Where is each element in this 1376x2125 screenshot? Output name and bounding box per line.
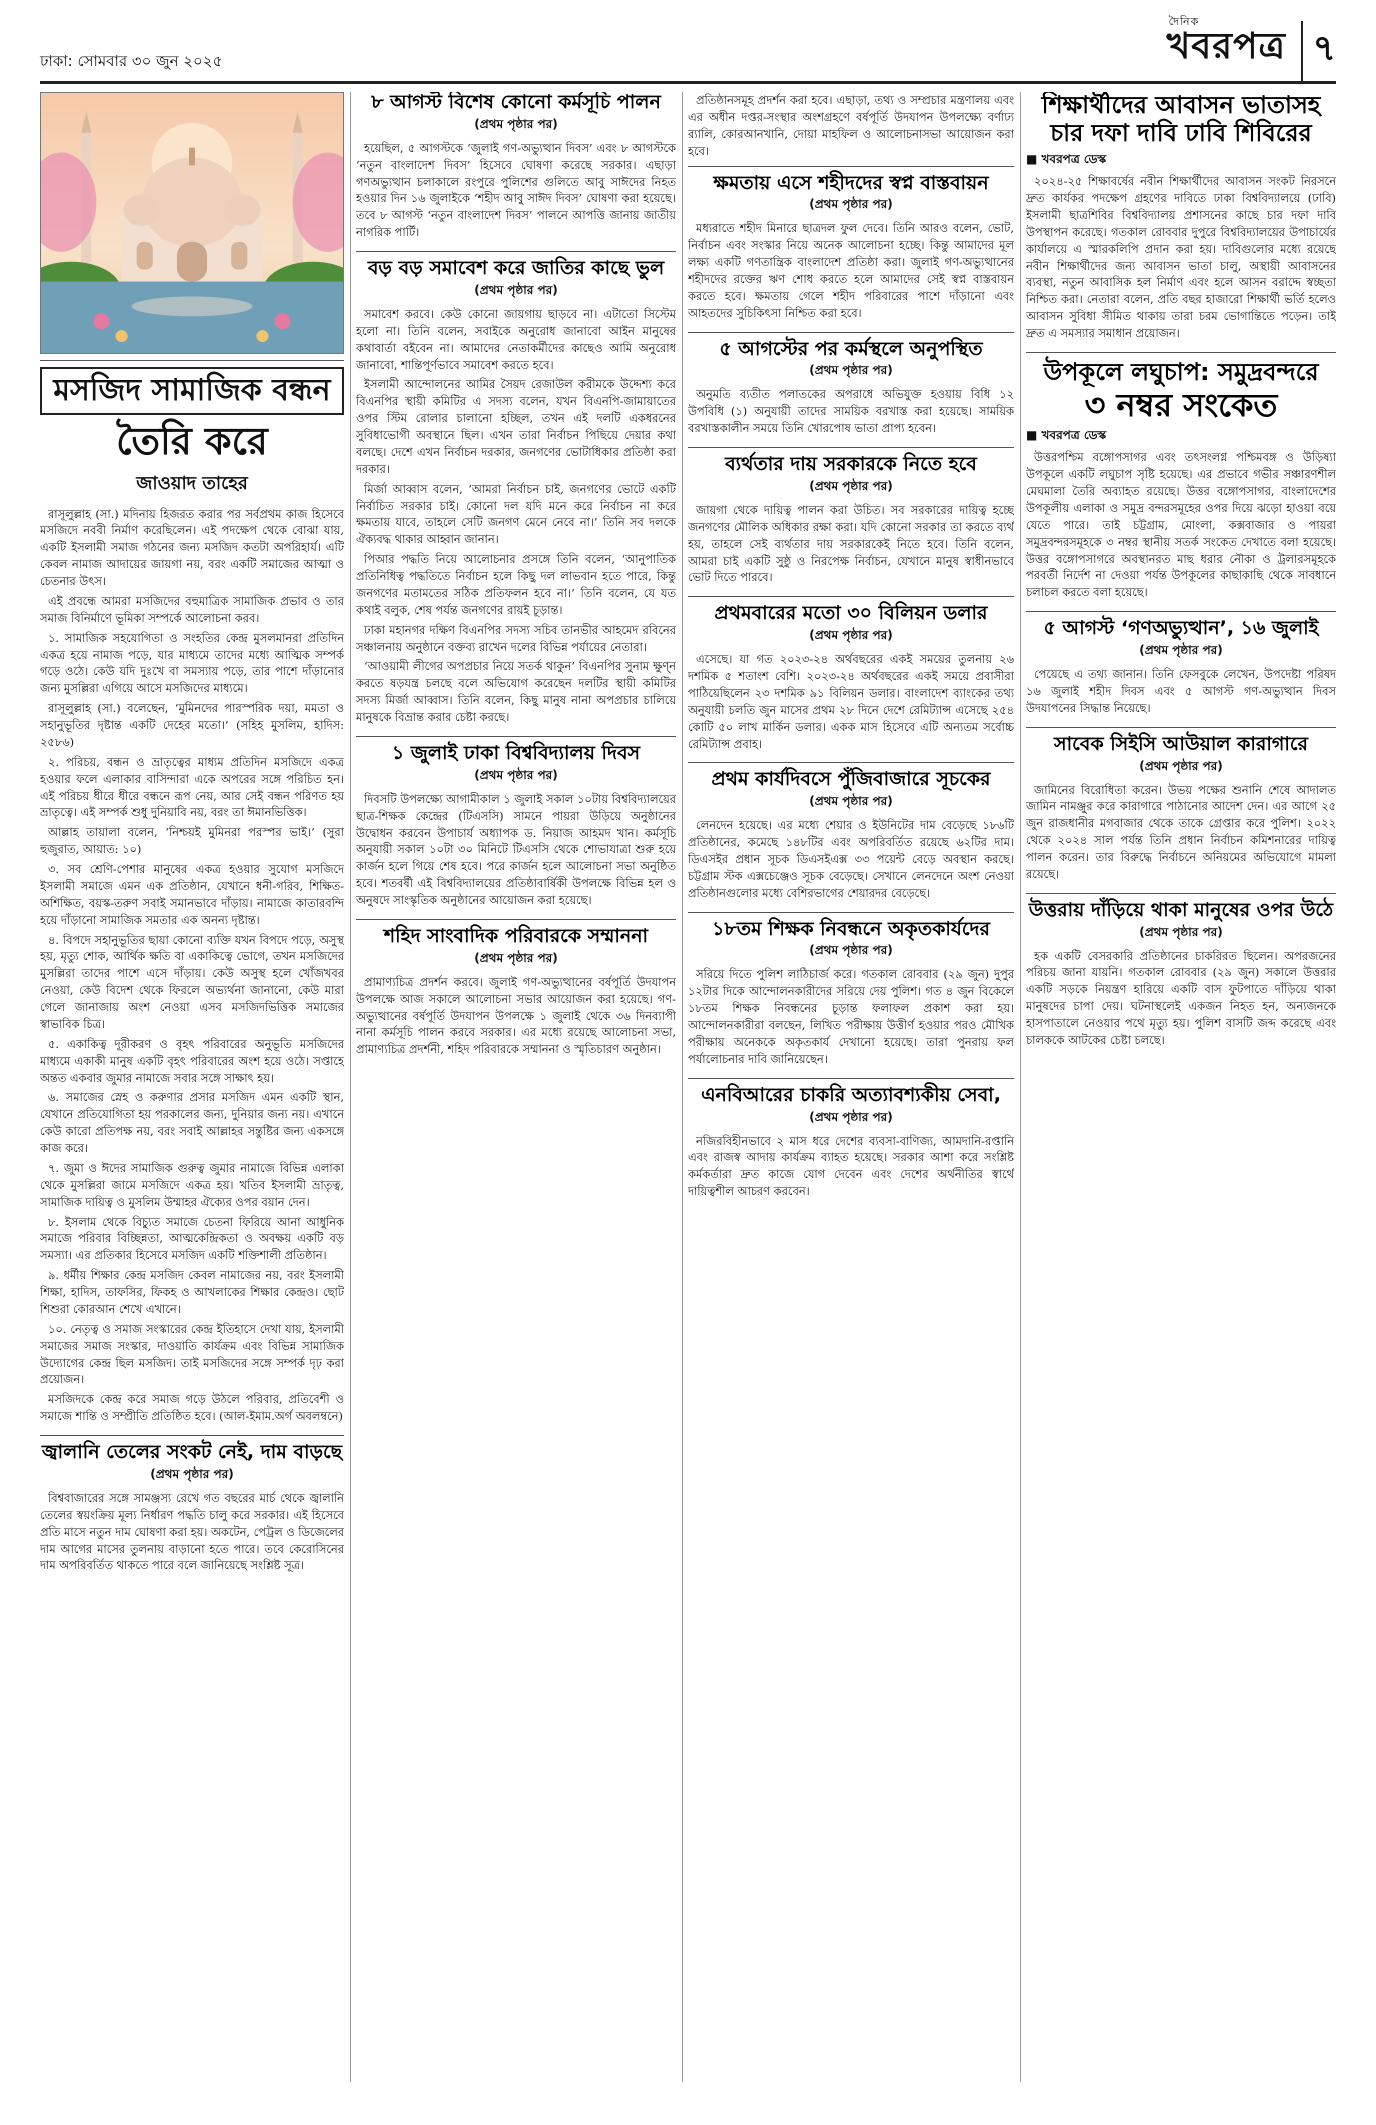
paragraph: নজিরবিহীনভাবে ২ মাস ধরে দেশের ব্যবসা-বাণিজ্য, আমদানি-রপ্তানি এবং রাজস্ব আদায় কার্যক্রম ব্যাহত হয়েছে। সরকার আশা করে সংশ্লিষ্ট কর্মকর্তারা দ্রুত কাজে যোগ দেবেন এবং দেশের অর্থনীতির স্বার্থে দায়িত্বশীল আচরণ করবেন।	[688, 1133, 1014, 1199]
paragraph: প্রামাণ্যচিত্র প্রদর্শন করবে। জুলাই গণ-অভ্যুত্থানের বর্ষপূর্তি উদযাপন উপলক্ষে আজ সকালে আলোচনা সভার আয়োজন করা হয়েছে। গণ-অভ্যুত্থানের বর্ষপূর্তি উদযাপন উপলক্ষে ১ জুলাই থেকে ৩৬ দিনব্যাপী নানা কর্মসূচি পালন করবে সরকার। এর মধ্যে রয়েছে আলোচনা সভা, প্রামাণ্যচিত্র প্রদর্শনী, শহিদ পরিবারকে সম্মাননা ও স্মৃতিচারণ অনুষ্ঠান।	[356, 974, 676, 1057]
article-uttara	[1026, 900, 1336, 1049]
article-body	[1026, 666, 1336, 717]
article-body	[1026, 782, 1336, 883]
paragraph: আল্লাহ তায়ালা বলেন, ‘নিশ্চয়ই মুমিনরা পরস্পর ভাই।’ (সুরা হুজুরাত, আয়াত: ১০)	[40, 825, 344, 857]
page-number: ৭	[1301, 21, 1336, 81]
paragraph: ইসলামী আন্দোলনের আমির সৈয়দ রেজাউল করীমকে উদ্দেশ্য করে বিএনপির স্থায়ী কমিটির এ সদস্য বলেন, যখন বিএনপি-জামায়াতের ওপর স্টিম রোলার চালানো হচ্ছিল, তখন এই দলটি একধরনের সুবিধাভোগী অবস্থানে ছিল। এখন তারা নির্বাচন পিছিয়ে দেয়ার কথা বলছে। দেশে এখন নির্বাচন দরকার, জনগণের ভোটাধিকার প্রতিষ্ঠা করা দরকার।	[356, 377, 676, 476]
mosque-image	[41, 93, 343, 353]
article-body	[1026, 173, 1336, 342]
continued-label: (প্রথম পৃষ্ঠার পর)	[474, 767, 558, 782]
continued-label: (প্রথম পৃষ্ঠার পর)	[474, 950, 558, 965]
article-nbr	[688, 1085, 1014, 1200]
paragraph: জায়গা থেকে দায়িত্ব পালন করা উচিত। সব সরকারের দায়িত্ব হচ্ছে জনগণের মৌলিক অধিকার রক্ষা করা। যদি কোনো সরকার তা করতে ব্যর্থ হয়, তাহলে সেই ব্যর্থতার দায় সরকারকেই নিতে হবে। তিনি বলেন, আমরা চাই একটি সুষ্ঠু ও নিরপেক্ষ নির্বাচন, যেখানে মানুষ স্বাধীনভাবে ভোট দিতে পারবে।	[688, 502, 1014, 585]
paragraph: ১০. নেতৃত্ব ও সমাজ সংস্কারের কেন্দ্র ইতিহাসে দেখা যায়, ইসলামী সমাজের সমাজ সংস্কার, দাওয়াতি কার্যক্রম এবং বিভিন্ন সামাজিক উদ্যোগের কেন্দ্র ছিল মসজিদ। তাই মসজিদের সঙ্গে সম্পর্ক দৃঢ় করা প্রয়োজন।	[40, 1321, 344, 1387]
article-body	[1026, 948, 1336, 1049]
article-headline: জ্বালানি তেলের সংকট নেই, দাম বাড়ছে	[41, 1441, 343, 1464]
paragraph: হয়েছিল, ৫ আগস্টকে ‘জুলাই গণ-অভ্যুত্থান দিবস’ এবং ৮ আগস্টকে ‘নতুন বাংলাদেশ দিবস’ হিসেবে ঘোষণা করেছে সরকার। এছাড়া গণঅভ্যুত্থান চলাকালে রংপুরে পুলিশের গুলিতে আবু সাঈদের নিহত হওয়ার দিন ১৬ জুলাইকে ‘শহীদ আবু সাঈদ দিবস’ ঘোষণা করা হয়েছে। তবে ৮ আগস্ট ‘নতুন বাংলাদেশ দিবস’ পালনে আপত্তি জানায় জাতীয় নাগরিক পার্টি।	[356, 140, 676, 240]
desk-credit: ■ খবরপত্র ডেস্ক	[1026, 428, 1107, 443]
paragraph: মির্জা আব্বাস বলেন, ‘আমরা নির্বাচন চাই, জনগণের ভোটে একটি নির্বাচিত সরকার চাই। কোনো দল যদি মনে করে নির্বাচন না করে ক্ষমতায় যাবে, তাহলে সেটি জনগণ মেনে নেবে না।’ তিনি সব দলকে ঐক্যবদ্ধ থাকার আহ্বান জানান।	[356, 481, 676, 547]
paragraph: লেনদেন হয়েছে। এর মধ্যে শেয়ার ও ইউনিটের দাম বেড়েছে ১৮৬টি প্রতিষ্ঠানের, কমেছে ১৪৮টির এবং অপরিবর্তিত রয়েছে ৬২টির দাম। ডিএসইর প্রধান সূচক ডিএসইএক্স ৩৩ পয়েন্ট বেড়ে অবস্থান করছে। চট্টগ্রাম স্টক এক্সচেঞ্জেও সূচক বেড়েছে। সেখানে লেনদেনে অংশ নেওয়া প্রতিষ্ঠানগুলোর মধ্যে বেশিরভাগের শেয়ারদর বেড়েছে।	[688, 818, 1014, 900]
paragraph: এই প্রবন্ধে আমরা মসজিদের বহুমাত্রিক সামাজিক প্রভাব ও তার সমাজ বিনির্মাণে ভূমিকা সম্পর্কে আলোচনা করব।	[40, 593, 344, 625]
paragraph: সমাবেশ করবে। কেউ কোনো জায়গায় ছাড়বে না। এটাতো সিস্টেম হলো না। তিনি বলেন, সবাইকে অনুরোধ জানাবো আইন মানুষের কথাবার্তা বইবেন না। আমাদের নেতাকর্মীদের কাছেও আমি অনুরোধ জানাবো, শান্তিপূর্ণভাবে সমাবেশ করতে হবে।	[356, 306, 676, 372]
article-body	[356, 791, 676, 909]
paragraph: সরিয়ে দিতে পুলিশ লাঠিচার্জ করে। গতকাল রোববার (২৯ জুন) দুপুর ১২টার দিকে আন্দোলনকারীদের সরিয়ে দেয় পুলিশ। গত ৪ জুন বিকেলে ১৮তম শিক্ষক নিবন্ধনের চূড়ান্ত ফলাফল প্রকাশ করা হয়। আন্দোলনকারীরা বলছেন, লিখিত পরীক্ষায় উত্তীর্ণ হওয়ার পরও মৌখিক পরীক্ষায় অনেককে অকৃতকার্য দেখানো হয়েছে। তারা পুনরায় ফল পর্যালোচনার দাবি জানিয়েছেন।	[688, 967, 1014, 1066]
masthead-small: দৈনিক	[1168, 15, 1200, 28]
column-4	[1026, 92, 1336, 2082]
article-body	[688, 92, 1014, 160]
paragraph: প্রতিষ্ঠানসমূহ প্রদর্শন করা হবে। এছাড়া, তথ্য ও সম্প্রচার মন্ত্রণালয় এবং এর অধীন দপ্তর-সংস্থার অংশগ্রহণে বর্ষপূর্তি উদযাপন উপলক্ষ্যে বর্ণাঢ্য র‍্যালি, কোরআনখানি, দোয়া মাহফিল ও আলোচনাসভা আয়োজন করা হবে।	[688, 93, 1014, 158]
desk-credit: ■ খবরপত্র ডেস্ক	[1026, 152, 1107, 167]
article-body	[688, 966, 1014, 1067]
article-absent	[688, 339, 1014, 437]
article-body	[356, 974, 676, 1058]
paragraph: মধ্যরাতে শহীদ মিনারে ছাত্রদল ফুল দেবে। তিনি আরও বলেন, ভোট, নির্বাচন এবং সংস্কার নিয়ে অনেক আলোচনা হচ্ছে। কিন্তু আমাদের মূল লক্ষ্য একটি গণতান্ত্রিক বাংলাদেশ প্রতিষ্ঠা করা। জুলাই গণ-অভ্যুত্থানের শহীদদের রক্তের ঋণ শোধ করতে হলে আমাদের সেই স্বপ্ন বাস্তবায়ন করতে হবে। ক্ষমতায় গেলে শহীদ পরিবারের পাশে দাঁড়ানো এবং আহতদের সুচিকিৎসা নিশ্চিত করা হবে।	[688, 221, 1014, 320]
paragraph: ৫. একাকিত্ব দূরীকরণ ও বৃহৎ পরিবারের অনুভূতি মসজিদের মাধ্যমে একাকী মানুষ একটি বৃহৎ পরিবারের অংশ হয়ে ওঠে। সপ্তাহে অন্তত একবার জুমার নামাজে সবার সঙ্গে সাক্ষাৎ হয়।	[40, 1036, 344, 1085]
paragraph: রাসূলুল্লাহ (সা.) মদিনায় হিজরত করার পর সর্বপ্রথম কাজ হিসেবে মসজিদে নববী নির্মাণ করেছিলেন। এই পদক্ষেপ থেকে বোঝা যায়, একটি ইসলামী সমাজ গঠনের জন্য মসজিদ কতটা অপরিহার্য। এটি কেবল নামাজ আদায়ের জায়গা নয়, বরং একটি সমাজের আত্মা ও চেতনার উৎস।	[40, 506, 344, 589]
article-rally	[356, 258, 676, 726]
author-byline: জাওয়াদ তাহের	[136, 472, 248, 494]
article-headline: এনবিআরের চাকরি অত্যাবশ্যকীয় সেবা,	[701, 1083, 1001, 1106]
paragraph: জামিনের বিরোধিতা করেন। উভয় পক্ষের শুনানি শেষে আদালত জামিন নামঞ্জুর করে কারাগারে পাঠানোর আদেশ দেন। এর আগে ২৫ জুন রাজধানীর মগবাজার থেকে তাকে গ্রেপ্তার করে পুলিশ। ২০২২ থেকে ২০২৪ সাল পর্যন্ত তিনি প্রধান নির্বাচন কমিশনারের দায়িত্ব পালন করেন। তার বিরুদ্ধে নির্বাচনে অনিয়মের অভিযোগে মামলা রয়েছে।	[1026, 782, 1336, 881]
article-fuel	[40, 1442, 344, 1574]
article-body	[688, 502, 1014, 586]
page-header	[40, 15, 1336, 84]
article-mosque	[40, 367, 344, 1425]
continued-label: (প্রথম পৃষ্ঠার পর)	[809, 943, 893, 958]
paragraph: পিআর পদ্ধতি নিয়ে আলোচনার প্রসঙ্গে তিনি বলেন, ‘আনুপাতিক প্রতিনিধিত্ব পদ্ধতিতে নির্বাচন হলে কিছু দল লাভবান হতে পারে, কিন্তু জনগণের মতামতের সঠিক প্রতিফলন হবে না।’ তিনি বলেন, যে যত কথাই বলুক, শেষ পর্যন্ত জনগণের রায়ই চূড়ান্ত।	[356, 552, 676, 617]
continued-label: (প্রথম পৃষ্ঠার পর)	[474, 116, 558, 131]
article-low-pressure	[1026, 359, 1336, 601]
article-headline: উত্তরায় দাঁড়িয়ে থাকা মানুষের ওপর উঠে	[1028, 898, 1334, 921]
masthead-logo	[1166, 15, 1286, 79]
article-body	[688, 651, 1014, 752]
article-body	[688, 1133, 1014, 1201]
article-headline: ১ জুলাই ঢাকা বিশ্ববিদ্যালয় দিবস	[391, 741, 641, 764]
continued-label: (প্রথম পৃষ্ঠার পর)	[809, 628, 893, 643]
continued-label: (প্রথম পৃষ্ঠার পর)	[809, 1109, 893, 1124]
paragraph: ২. পরিচয়, বন্ধন ও ভ্রাতৃত্বের মাধ্যম প্রতিদিন মসজিদে একত্র হওয়ার ফলে এলাকার বাসিন্দারা একে অপরের সঙ্গে পরিচিত হন। এই পরিচয় ধীরে ধীরে বন্ধনে রূপ নেয়, আর সেই বন্ধন পরিণত হয় ভ্রাতৃত্বে। এই সম্পর্ক শুধু দুনিয়াবি নয়, বরং তা ঈমানভিত্তিক।	[40, 754, 344, 820]
paragraph: বিশ্ববাজারের সঙ্গে সামঞ্জস্য রেখে গত বছরের মার্চ থেকে জ্বালানি তেলের স্বয়ংক্রিয় মূল্য নির্ধারণ পদ্ধতি চালু করে সরকার। এই হিসেবে প্রতি মাসে নতুন দাম ঘোষণা করা হয়। অকটেন, পেট্রল ও ডিজেলের দাম আগের মাসের তুলনায় বাড়ানো হতে পারে। তবে কেরোসিনের দাম অপরিবর্তিত থাকতে পারে বলে জানিয়েছে সংশ্লিষ্ট সূত্র।	[40, 1490, 344, 1573]
article-headline	[40, 367, 344, 465]
article-failure	[688, 454, 1014, 586]
article-du-day	[356, 743, 676, 909]
continued-label: (প্রথম পৃষ্ঠার পর)	[809, 363, 893, 378]
article-body	[688, 220, 1014, 321]
article-body	[356, 306, 676, 726]
article-headline: উপকূলে লঘুচাপ: সমুদ্রবন্দরে	[1043, 357, 1319, 386]
masthead-title: খবরপত্র	[1166, 26, 1286, 67]
article-headline: ১৮তম শিক্ষক নিবন্ধনে অকৃতকার্যদের	[712, 917, 990, 940]
article-stock	[688, 769, 1014, 901]
paragraph: ৪. বিপদে সহানুভূতির ছায়া কোনো ব্যক্তি যখন বিপদে পড়ে, অসুস্থ হয়, মৃত্যু শোক, আর্থিক ক্ষতি বা একাকিত্বে ভোগে, তখন মসজিদের মুসল্লিরা তাদের পাশে এসে দাঁড়ায়। কেউ অসুস্থ হলে খোঁজখবর নেওয়া, কেউ বিদেশ থেকে ফিরলে অভ্যর্থনা জানানো, কেউ মারা গেলে জানাজায় অংশ নেওয়া এসব মসজিদভিত্তিক সমাজের স্বাভাবিক চিত্র।	[40, 932, 344, 1031]
article-headline: বড় বড় সমাবেশ করে জাতির কাছে ভুল	[367, 257, 665, 280]
column-divider	[682, 92, 683, 2082]
paragraph: উত্তরপশ্চিম বঙ্গোপসাগর এবং তৎসংলগ্ন পশ্চিমবঙ্গ ও উড়িষ্যা উপকূলে একটি লঘুচাপ সৃষ্টি হয়েছে। এর প্রভাবে গভীর সঞ্চারণশীল মেঘমালা তৈরি অব্যাহত রয়েছে। উত্তর বঙ্গোপসাগর, বাংলাদেশের উপকূলীয় এলাকা ও সমুদ্র বন্দরসমূহের ওপর দিয়ে ঝড়ো হাওয়া বয়ে যেতে পারে। তাই চট্টগ্রাম, মোংলা, কক্সবাজার ও পায়রা সমুদ্রবন্দরসমূহকে ৩ নম্বর স্থানীয় সতর্ক সংকেত দেখাতে বলা হয়েছে। উত্তর বঙ্গোপসাগরে অবস্থানরত মাছ ধরার নৌকা ও ট্রলারসমূহকে পরবর্তী নির্দেশ না দেওয়া পর্যন্ত উপকূলের কাছাকাছি থেকে সাবধানে চলাচল করতে বলা হয়েছে।	[1026, 450, 1336, 600]
headline-line: তৈরি করে	[116, 419, 268, 463]
article-journalist-honor	[356, 926, 676, 1058]
article-body	[40, 1490, 344, 1574]
article-aug8	[356, 92, 676, 241]
article-martyrs-dream	[688, 173, 1014, 322]
paragraph: হক একটি বেসরকারি প্রতিষ্ঠানের চাকরিরত ছিলেন। অপরজনের পরিচয় জানা যায়নি। গতকাল রোববার (২৯ জুন) সকালে উত্তরার একটি সড়কে নিয়ন্ত্রণ হারিয়ে একটি বাস ফুটপাতে দাঁড়িয়ে থাকা মানুষদের চাপা দেয়। ঘটনাস্থলেই একজন নিহত হন, অন্যজনকে হাসপাতালে নেওয়ার পথে মৃত্যু হয়। পুলিশ বাসটি জব্দ করেছে এবং চালককে আটকের চেষ্টা চলছে।	[1026, 948, 1336, 1047]
article-body	[40, 506, 344, 1426]
issue-date: ঢাকা: সোমবার ৩০ জুন ২০২৫	[40, 52, 223, 70]
continued-label: (প্রথম পৃষ্ঠার পর)	[809, 197, 893, 212]
article-body	[356, 140, 676, 241]
continued-label: (প্রথম পৃষ্ঠার পর)	[1139, 758, 1223, 773]
headline-line: মসজিদ সামাজিক বন্ধন	[40, 367, 344, 415]
article-body	[688, 386, 1014, 437]
paragraph: এসেছে। যা গত ২০২৩-২৪ অর্থবছরের একই সময়ের তুলনায় ২৬ দশমিক ৫ শতাংশ বেশি। ২০২৩-২৪ অর্থবছরের একই সময়ে প্রবাসীরা পাঠিয়েছিলেন ২৩ দশমিক ৯১ বিলিয়ন ডলার। বাংলাদেশ ব্যাংকের তথ্য অনুযায়ী চলতি জুন মাসের প্রথম ২৮ দিনে দেশে রেমিট্যান্স এসেছে ২৫৪ কোটি ৫০ লাখ মার্কিন ডলার। একক মাস হিসেবে এটি অন্যতম সর্বোচ্চ রেমিট্যান্স প্রবাহ।	[688, 652, 1014, 751]
paragraph: ৩. সব শ্রেণি-পেশার মানুষের একত্র হওয়ার সুযোগ মসজিদে ইসলামী সমাজে এমন এক প্রতিষ্ঠান, যেখানে ধনী-গরিব, শিক্ষিত-অশিক্ষিত, বয়স্ক-তরুণ সবাই সমানভাবে দাঁড়ায়। নামাজে কাতারবন্দি হয়ে দাঁড়ানো সামাজিক সমতার এক অনন্য দৃষ্টান্ত।	[40, 862, 344, 927]
article-headline: শহিদ সাংবাদিক পরিবারকে সম্মাননা	[383, 924, 649, 947]
paragraph: ১. সামাজিক সহযোগিতা ও সংহতির কেন্দ্র মুসলমানরা প্রতিদিন একত্র হয়ে নামাজ পড়ে, যার মাধ্যমে তাদের মধ্যে আত্মিক সম্পর্ক গড়ে ওঠে। কেউ যদি দুঃখে বা সমস্যায় পড়ে, তার পাশে দাঁড়ানোর জন্য মুসল্লিরা এগিয়ে আসে মসজিদের মাধ্যমে।	[40, 630, 344, 696]
paragraph: মসজিদকে কেন্দ্র করে সমাজ গড়ে উঠলে পরিবার, প্রতিবেশী ও সমাজে শান্তি ও সম্প্রীতি প্রতিষ্ঠিত হবে। (আল-ইমাম.অর্গ অবলম্বনে)	[40, 1392, 344, 1424]
paragraph: দিবসটি উপলক্ষ্যে আগামীকাল ১ জুলাই সকাল ১০টায় বিশ্ববিদ্যালয়ের ছাত্র-শিক্ষক কেন্দ্রের (টিএসসি) সামনে পায়রা উড়িয়ে অনুষ্ঠানের উদ্বোধন করবেন উপাচার্য অধ্যাপক ড. নিয়াজ আহমদ খান। কর্মসূচি অনুযায়ী সকাল ১০টা ৩০ মিনিটে টিএসসি থেকে শোভাযাত্রা শুরু হয়ে কার্জন হলে গিয়ে শেষ হবে। পরে কার্জন হলে আলোচনা সভা অনুষ্ঠিত হবে। শতবর্ষী এই বিশ্ববিদ্যালয়ের প্রতিষ্ঠাবার্ষিকী উপলক্ষে বিভিন্ন হল ও অনুষদে সাংস্কৃতিক অনুষ্ঠানের আয়োজন করা হয়েছে।	[356, 791, 676, 908]
article-body	[1026, 449, 1336, 601]
continued-label: (প্রথম পৃষ্ঠার পর)	[809, 794, 893, 809]
article-headline: ৮ আগস্ট বিশেষ কোনো কর্মসূচি পালন	[371, 92, 661, 113]
paragraph: ৯. ধর্মীয় শিক্ষার কেন্দ্র মসজিদ কেবল নামাজের নয়, বরং ইসলামী শিক্ষা, হাদিস, তাফসির, ফিকহ ও আখলাকের শিক্ষার কেন্দ্রও। ছোট শিশুরা কোরআন শেখে এখানে।	[40, 1268, 344, 1316]
column-divider	[1020, 92, 1021, 2082]
continued-label: (প্রথম পৃষ্ঠার পর)	[1139, 643, 1223, 658]
paragraph: ঢাকা মহানগর দক্ষিণ বিএনপির সদস্য সচিব তানভীর আহমেদ রবিনের সঞ্চালনায় অনুষ্ঠানে বক্তব্য রাখেন দলের বিভিন্ন পর্যায়ের নেতারা।	[356, 622, 676, 654]
article-headline: ব্যর্থতার দায় সরকারকে নিতে হবে	[725, 453, 977, 476]
article-shibir-demands	[1026, 92, 1336, 342]
column-2	[356, 92, 676, 2082]
article-remittance	[688, 603, 1014, 752]
continued-label: (প্রথম পৃষ্ঠার পর)	[1139, 924, 1223, 939]
article-aug5	[1026, 618, 1336, 716]
paragraph: রাসূলুল্লাহ (সা.) বলেছেন, ‘মুমিনদের পারস্পরিক দয়া, মমতা ও সহানুভূতির দৃষ্টান্ত একটি দেহের মতো।’ (সহিহ মুসলিম, হাদিস: ২৫৮৬)	[40, 701, 344, 749]
article-cec-jail	[1026, 734, 1336, 883]
article-headline: সাবেক সিইসি আউয়াল কারাগারে	[1054, 732, 1308, 755]
column-3	[688, 92, 1014, 2082]
article-headline: প্রথমবারের মতো ৩০ বিলিয়ন ডলার	[714, 602, 988, 625]
paragraph: অনুমতি ব্যতীত পলাতকের অপরাধে অভিযুক্ত হওয়ায় বিধি ১২ উপবিধি (১) অনুযায়ী তাদের সাময়িক বরখাস্ত করা হয়েছে। সাময়িক বরখাস্তকালীন সময়ে তিনি খোরপোষ ভাতা প্রাপ্য হবেন।	[688, 387, 1014, 436]
column-1	[40, 92, 344, 2082]
article-headline: ৩ নম্বর সংকেত	[1084, 385, 1278, 424]
article-body	[688, 817, 1014, 901]
paragraph: ৮. ইসলাম থেকে বিচ্যুত সমাজে চেতনা ফিরিয়ে আনা আধুনিক সমাজে পরিবার বিচ্ছিন্নতা, আত্মকেন্দ্রিকতা ও অবক্ষয় একটি বড় সমস্যা। এর প্রতিকার হিসেবে মসজিদ একটি শক্তিশালী প্রতিষ্ঠান।	[40, 1214, 344, 1263]
continued-label: (প্রথম পৃষ্ঠার পর)	[150, 1466, 234, 1481]
paragraph: পেয়েছে এ তথ্য জানান। তিনি ফেসবুকে লেখেন, উপদেষ্টা পরিষদ ১৬ জুলাই শহীদ দিবস এবং ৫ আগস্ট গণ-অভ্যুত্থান দিবস উদযাপনের সিদ্ধান্ত নিয়েছে।	[1026, 667, 1336, 715]
article-teacher-registration	[688, 919, 1014, 1068]
paragraph: ৭. জুমা ও ঈদের সামাজিক গুরুত্ব জুমার নামাজে বিভিন্ন এলাকা থেকে মুসল্লিরা জামে মসজিদে একত্র হয়। খতিব ইসলামী ভ্রাতৃত্ব, সামাজিক দায়িত্ব ও মুসলিম উম্মাহর ঐক্যের ওপর বয়ান দেন।	[40, 1160, 344, 1209]
paragraph: ‘আওয়ামী লীগের অপপ্রচার নিয়ে সতর্ক থাকুন’ বিএনপির সুনাম ক্ষুণ্ন করতে ষড়যন্ত্র চলছে বলে অভিযোগ করেছেন দলটির স্থায়ী কমিটির সদস্য মির্জা আব্বাস। তিনি বলেন, কিছু মানুষ নানা অপপ্রচার চালিয়ে মানুষকে বিভ্রান্ত করার চেষ্টা করছে।	[356, 659, 676, 725]
column-divider	[350, 92, 351, 2082]
paragraph: ৬. সমাজের স্নেহ ও করুণার প্রসার মসজিদ এমন একটি স্থান, যেখানে প্রতিযোগিতা হয় পরকালের জন্য, দুনিয়ার জন্য নয়। এখানে কেউ কারো প্রতিপক্ষ নয়, বরং সবাই আল্লাহর সন্তুষ্টির জন্য একসঙ্গে কাজ করে।	[40, 1090, 344, 1156]
article-headline: প্রথম কার্যদিবসে পুঁজিবাজারে সূচকের	[711, 768, 991, 791]
article-headline: ৫ আগস্টের পর কর্মস্থলে অনুপস্থিত	[719, 337, 983, 360]
article-headline: শিক্ষার্থীদের আবাসন ভাতাসহ চার দফা দাবি ঢাবি শিবিরের	[1041, 92, 1321, 147]
article-headline: ক্ষমতায় এসে শহীদদের স্বপ্ন বাস্তবায়ন	[713, 171, 989, 194]
mosque-illustration	[40, 92, 344, 354]
continued-label: (প্রথম পৃষ্ঠার পর)	[474, 282, 558, 297]
paragraph: ২০২৪-২৫ শিক্ষাবর্ষের নবীন শিক্ষার্থীদের আবাসন সংকট নিরসনে দ্রুত কার্যকর পদক্ষেপ গ্রহণের দাবিতে ঢাকা বিশ্ববিদ্যালয়ে (ঢাবি) ইসলামী ছাত্রশিবির বিশ্ববিদ্যালয় প্রশাসনের কাছে চার দফা দাবি উপস্থাপন করেছে। গতকাল রোববার দুপুরে বিশ্ববিদ্যালয়ের উপাচার্যের কার্যালয়ে এ স্মারকলিপি প্রদান করা হয়। দাবিগুলোর মধ্যে রয়েছে নবীন শিক্ষার্থীদের জন্য আবাসন ভাতা চালু, অস্থায়ী আবাসনের ব্যবস্থা, নতুন আবাসিক হল নির্মাণ এবং হলে আসন বরাদ্দে স্বচ্ছতা নিশ্চিত করা। নেতারা বলেন, প্রতি বছর হাজারো শিক্ষার্থী ভর্তি হলেও আবাসন সুবিধা সীমিত থাকায় তারা চরম ভোগান্তিতে পড়েন। তাই দ্রুত এ সমস্যার সমাধান প্রয়োজন।	[1026, 174, 1336, 341]
continued-label: (প্রথম পৃষ্ঠার পর)	[809, 478, 893, 493]
article-headline: ৫ আগস্ট ‘গণঅভ্যুত্থান’, ১৬ জুলাই	[1043, 617, 1319, 640]
